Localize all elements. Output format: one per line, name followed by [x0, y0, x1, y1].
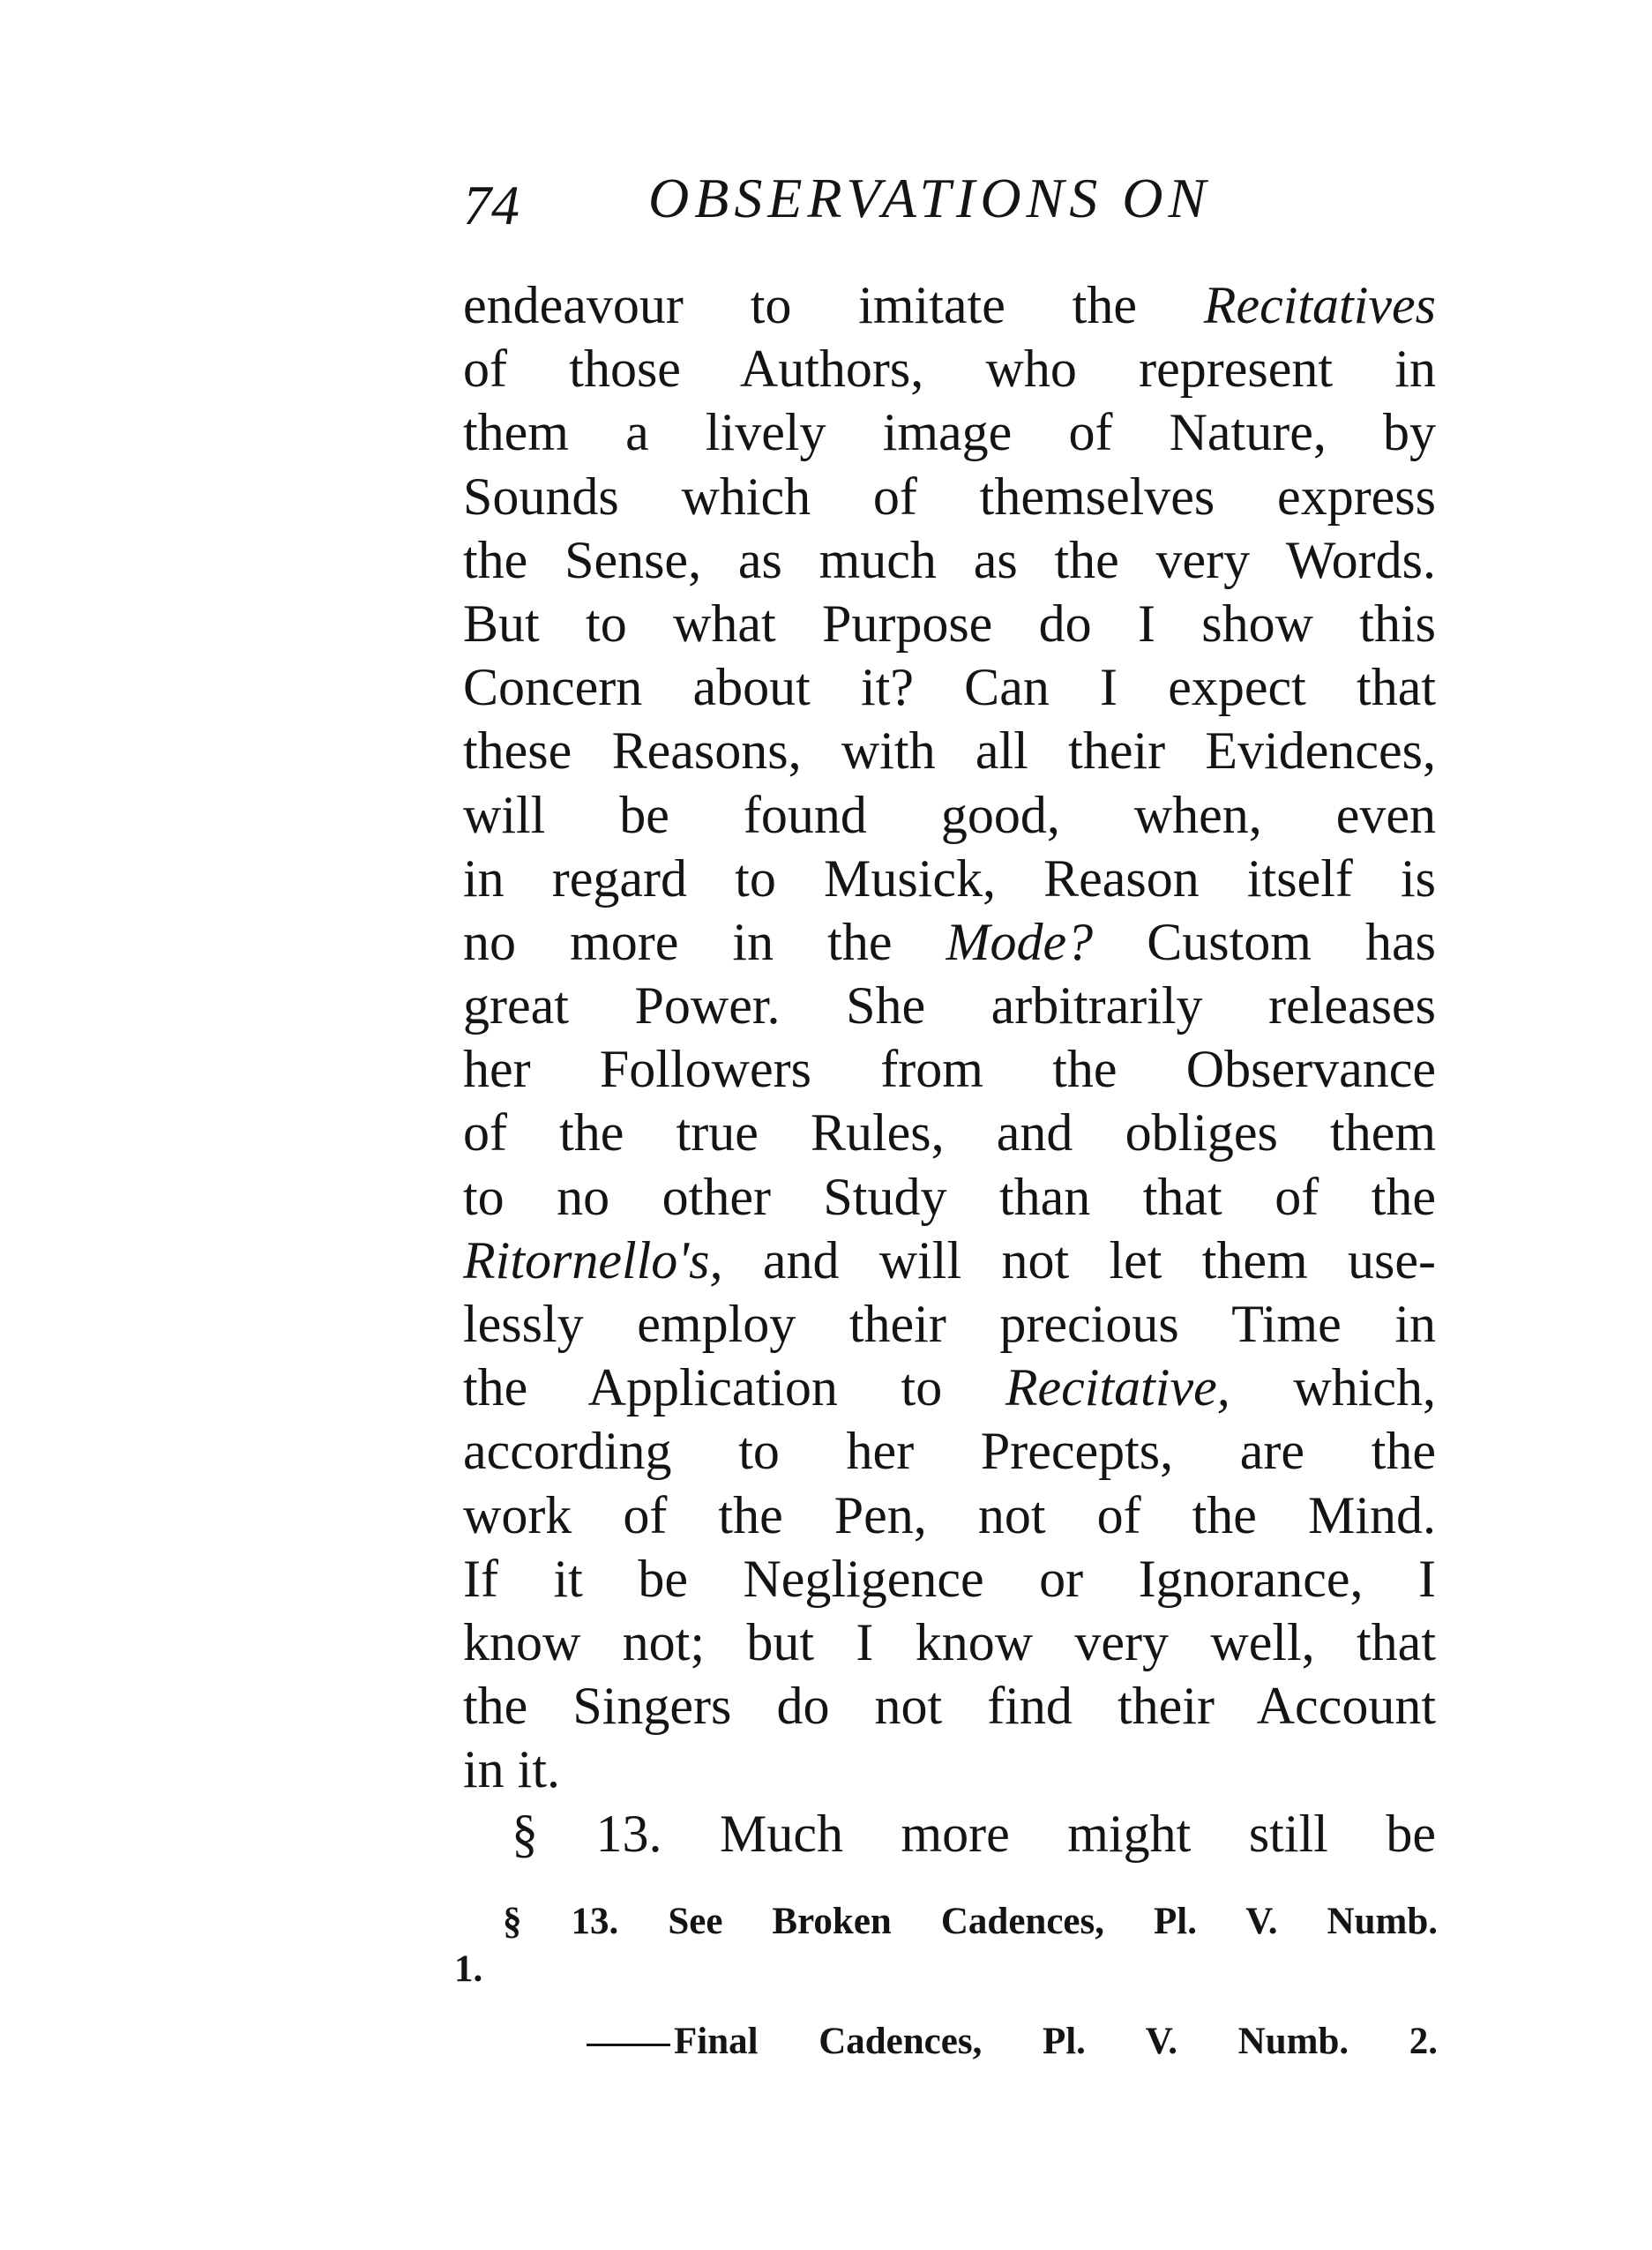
- text-line: [463, 1674, 1436, 1738]
- text-segment: in regard to Musick, Reason itself is: [463, 848, 1436, 908]
- footnote-line: 1.: [454, 1948, 483, 1990]
- italic-phrase: Mode?: [946, 912, 1094, 971]
- text-line: [463, 1419, 1436, 1483]
- page-number: 74: [463, 174, 520, 236]
- body-text: [463, 273, 1436, 1865]
- text-segment: Concern about it? Can I expect that: [463, 658, 1436, 717]
- text-segment: endeavour to imitate the: [463, 276, 1204, 334]
- text-segment: according to her Precepts, are the: [463, 1422, 1436, 1481]
- text-line: [463, 974, 1436, 1037]
- footnote: [454, 1896, 1438, 2067]
- text-segment: great Power. She arbitrarily releases: [463, 976, 1436, 1035]
- text-line: [463, 910, 1436, 974]
- page-header: [463, 163, 1433, 234]
- text-line: [463, 1229, 1436, 1292]
- text-line: [463, 1484, 1436, 1547]
- text-segment: and will not let them use-: [722, 1230, 1436, 1289]
- text-segment: of those Authors, who represent in: [463, 340, 1436, 399]
- text-segment: in it.: [463, 1740, 561, 1799]
- text-segment: will be found good, when, even: [463, 785, 1436, 844]
- running-title: OBSERVATIONS ON: [648, 167, 1212, 229]
- text-segment: of the true Rules, and obliges them: [463, 1103, 1436, 1162]
- italic-phrase: Recitative,: [1005, 1358, 1230, 1417]
- text-segment: § 13. Much more might still be: [512, 1804, 1436, 1863]
- text-line: [463, 1101, 1436, 1164]
- text-line: [463, 1802, 1436, 1865]
- italic-phrase: Recitatives: [1203, 276, 1436, 334]
- text-segment: the Application to: [463, 1358, 1005, 1417]
- text-segment: But to what Purpose do I show this: [463, 594, 1436, 653]
- text-segment: her Followers from the Observance: [463, 1040, 1436, 1099]
- text-line: [463, 528, 1436, 592]
- text-line: [463, 847, 1436, 910]
- text-line: [463, 465, 1436, 528]
- text-segment: work of the Pen, not of the Mind.: [463, 1485, 1436, 1544]
- text-line: [463, 273, 1436, 337]
- text-line: [463, 337, 1436, 400]
- text-line: [463, 655, 1436, 719]
- text-segment: these Reasons, with all their Evidences,: [463, 721, 1436, 781]
- text-line: [463, 400, 1436, 464]
- text-segment: to no other Study than that of the: [463, 1167, 1436, 1226]
- text-segment: Custom has: [1093, 912, 1436, 971]
- text-segment: no more in the: [463, 912, 946, 971]
- text-segment: which,: [1230, 1358, 1436, 1417]
- text-line: [463, 1292, 1436, 1356]
- text-segment: lessly employ their precious Time in: [463, 1295, 1436, 1353]
- text-line: [463, 592, 1436, 655]
- text-segment: the Singers do not find their Account: [463, 1677, 1436, 1736]
- text-line: [463, 1738, 1436, 1801]
- italic-phrase: Ritornello's,: [463, 1230, 723, 1289]
- text-segment: them a lively image of Nature, by: [463, 403, 1436, 462]
- text-line: [463, 783, 1436, 847]
- footnote-line-text: Final Cadences, Pl. V. Numb. 2.: [674, 2021, 1438, 2062]
- text-line: [463, 1611, 1436, 1674]
- text-segment: the Sense, as much as the very Words.: [463, 530, 1436, 589]
- footnote-line: § 13. See Broken Cadences, Pl. V. Numb.: [503, 1901, 1438, 1942]
- text-segment: Sounds which of themselves express: [463, 467, 1436, 526]
- text-line: [463, 1547, 1436, 1611]
- footnote-line-continued: [454, 2016, 1438, 2067]
- text-segment: know not; but I know very well, that: [463, 1612, 1436, 1671]
- text-segment: If it be Negligence or Ignorance, I: [463, 1549, 1436, 1608]
- text-line: [463, 1165, 1436, 1229]
- text-line: [463, 1356, 1436, 1419]
- text-line: [463, 1037, 1436, 1101]
- em-dash-rule: [587, 2044, 670, 2046]
- text-line: [463, 719, 1436, 782]
